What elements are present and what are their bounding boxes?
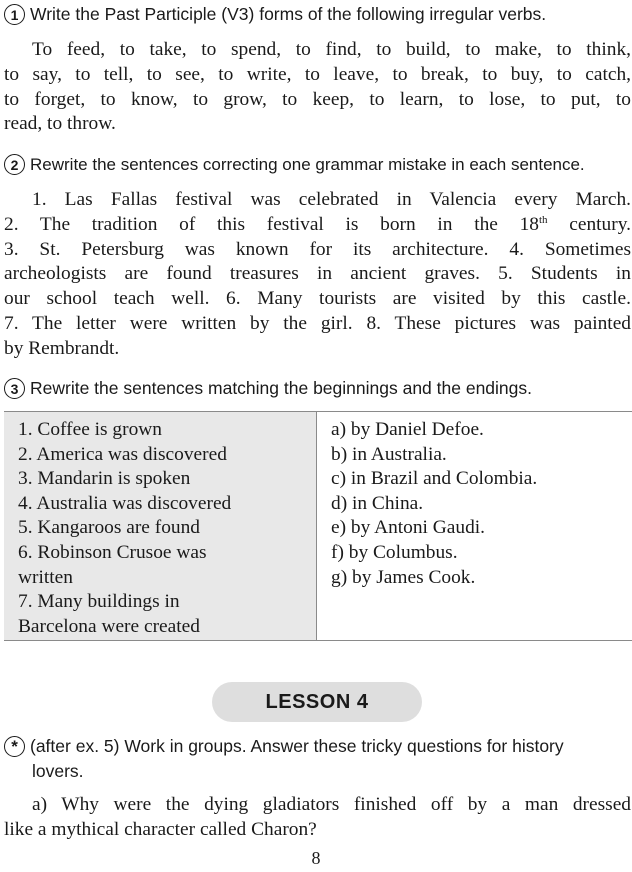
exercise-2-line-2 (4, 213, 631, 238)
exercise-2-line-2-start: 2. The tradition of this festival is born in the 18 (4, 213, 539, 235)
exercise-2-line: 1. Las Fallas festival was celebrated in Valencia every March. (32, 189, 631, 210)
exercise-2-heading (4, 154, 585, 175)
exercise-2-instruction: Rewrite the sentences correcting one grammar mistake in each sentence. (30, 154, 585, 174)
beginning-item: 4. Australia was discovered (18, 492, 232, 514)
ending-item: d) in China. (331, 492, 424, 514)
beginning-item: 1. Coffee is grown (18, 419, 162, 440)
endings-column (317, 412, 632, 640)
beginning-item: written (18, 566, 73, 588)
page-number: 8 (311, 848, 321, 868)
superscript-th: th (538, 213, 548, 226)
beginning-item: 3. Mandarin is spoken (18, 468, 191, 490)
beginning-item: 7. Many buildings in (18, 591, 180, 613)
question-line: a) Why were the dying gladiators finished off by a man dressed (32, 794, 631, 815)
extra-exercise-heading (4, 736, 564, 757)
ending-item: a) by Daniel Defoe. (331, 419, 484, 440)
ending-item: b) in Australia. (331, 443, 447, 465)
exercise-2-line-2-end: century. (547, 213, 631, 235)
exercise-2-line: archeologists are found treasures in ancient graves. 5. Students in (4, 263, 631, 285)
beginnings-column (4, 412, 317, 640)
exercise-2-sentences (4, 188, 631, 362)
ending-item: c) in Brazil and Colombia. (331, 468, 538, 490)
matching-table (4, 411, 632, 641)
beginning-item: Barcelona were created (18, 615, 200, 637)
exercise-1-heading (4, 4, 546, 25)
exercise-1-line: to say, to tell, to see, to write, to leave, to break, to buy, to catch, (4, 63, 631, 85)
extra-exercise-instruction-line-1: (after ex. 5) Work in groups. Answer these tricky questions for history (30, 736, 564, 756)
extra-exercise-question (4, 793, 631, 843)
extra-exercise-star-badge: * (4, 736, 25, 757)
exercise-2-number-badge: 2 (4, 154, 25, 175)
exercise-1-line: to forget, to know, to grow, to keep, to learn, to lose, to put, to (4, 88, 631, 110)
exercise-1-instruction: Write the Past Participle (V3) forms of the following irregular verbs. (30, 4, 547, 24)
exercise-2-line: 7. The letter were written by the girl. 8. These pictures was painted (4, 312, 631, 334)
ending-item: f) by Columbus. (331, 541, 458, 563)
question-line: like a mythical character called Charon? (4, 818, 317, 840)
exercise-1-verbs (4, 38, 631, 137)
beginning-item: 2. America was discovered (18, 443, 227, 465)
exercise-1-number-badge: 1 (4, 4, 25, 25)
exercise-2-line: by Rembrandt. (4, 337, 120, 359)
beginning-item: 5. Kangaroos are found (18, 517, 200, 539)
exercise-3-heading (4, 378, 532, 399)
lesson-title: LESSON 4 (212, 682, 422, 722)
extra-exercise-heading-continued (32, 761, 84, 782)
beginning-item: 6. Robinson Crusoe was (18, 541, 207, 563)
exercise-3-instruction: Rewrite the sentences matching the beginnings and the endings. (30, 378, 532, 398)
exercise-3-number-badge: 3 (4, 378, 25, 399)
extra-exercise-instruction-line-2: lovers. (32, 761, 84, 781)
exercise-1-line: read, to throw. (4, 113, 116, 135)
ending-item: e) by Antoni Gaudi. (331, 517, 486, 539)
exercise-2-line: 3. St. Petersburg was known for its architecture. 4. Sometimes (4, 238, 631, 260)
ending-item: g) by James Cook. (331, 566, 476, 588)
exercise-1-line: To feed, to take, to spend, to find, to build, to make, to think, (32, 39, 631, 60)
exercise-2-line: our school teach well. 6. Many tourists are visited by this castle. (4, 288, 631, 310)
